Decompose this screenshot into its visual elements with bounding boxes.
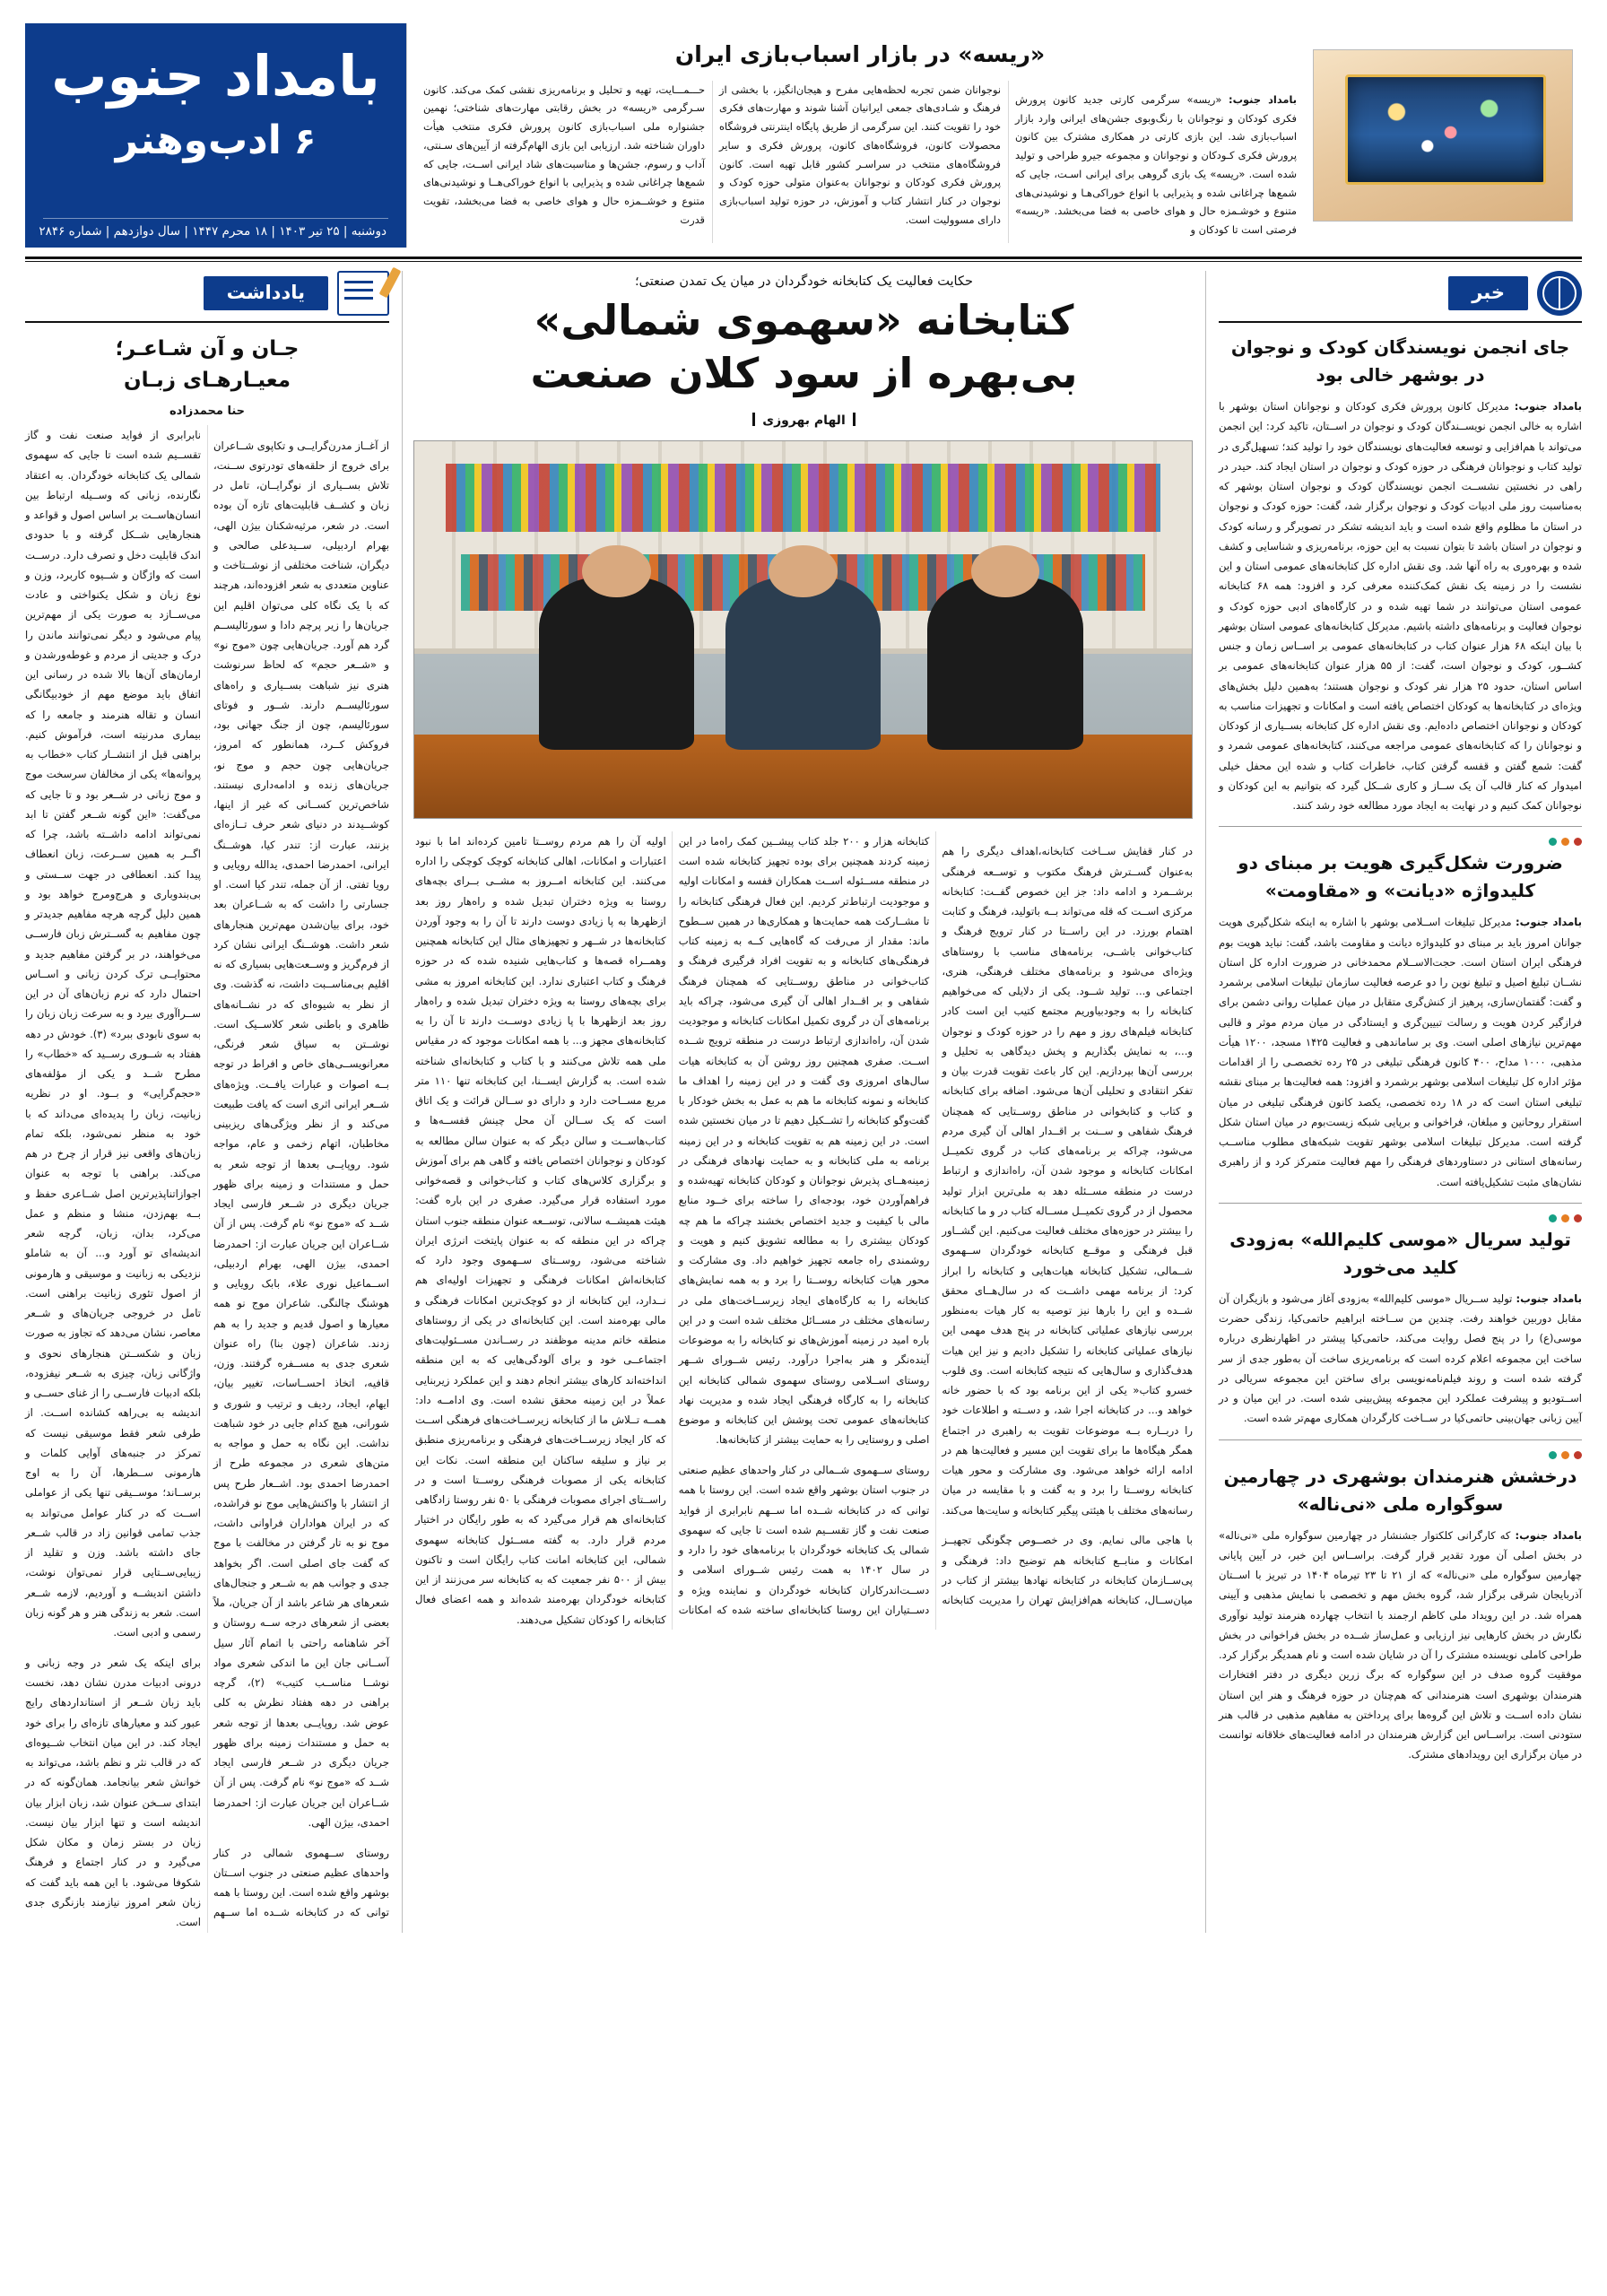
news-article-3-kicker: بامداد جنوب:: [1515, 1528, 1583, 1542]
masthead-photo: [1313, 23, 1582, 248]
main-headline: [415, 294, 1193, 400]
opinion-body: [25, 425, 389, 1933]
opinion-title-line2: معیـارهـای زبـان: [124, 368, 291, 392]
main-story-column: [402, 271, 1205, 1933]
news-article-1-body: [1219, 912, 1582, 1192]
news-article-2-body: [1219, 1289, 1582, 1429]
news-article-0-kicker: بامداد جنوب:: [1514, 400, 1583, 413]
news-article-2-text: تولید ســریال «موسی کلیم‌الله» به‌زودی آغاز می‌شود و بازیگران آن مقابل دوربین خواهند رفت. چندین من ســاخته ابراهیم حاتمی‌کیا، زندگی حضرت موسی(ع) را در پنج فصل روایت می‌کند، حاتمی‌کیا پیشتر در اظهارنظری درباره ساخت این مجموعه اعلام کرده است که برنامه‌ریزی ساخت آن به‌طور جدی از سر گرفته شده است و روند فیلم‌نامه‌نویسی برای ساختن این مجموعه سریالی در اســتودیو و پیشرفت عملکرد این مجموعه پیش‌بینی شده است. در این میان و در آیین زبانی جهان‌بینی حاتمی‌کیا در ســاخت کارگردان همکاری مهم‌تر شده است.: [1219, 1292, 1582, 1425]
main-kicker: حکایت فعالیت یک کتابخانه خودگردان در میان یک تمدن صنعتی؛: [635, 274, 973, 289]
page-columns: [25, 271, 1582, 1933]
news-article-3-title: درخشش هنرمندان بوشهری در چهارمین سوگواره ملی «نی‌ناله»: [1223, 1465, 1577, 1515]
news-article-2-kicker: بامداد جنوب:: [1516, 1292, 1583, 1305]
masthead-rule-thin: [25, 261, 1582, 262]
news-article-0-text: مدیرکل کانون پرورش فکری کودکان و نوجوانان استان بوشهر با اشاره به خالی انجمن نویســندگان کودک و نوجوان در اســتان، تاکید کرد: این انجمن می‌تواند با هم‌افزایی و توسعه فعالیت‌های نویسندگان خود را تولید کند؛ تسهیل‌گری در تولید کتاب و نوجوانان فرهنگی در حوزه کودک و نوجوان در استان ایجاد کند. حیدر در راهی در نخستین نشســت انجمن نویسندگان کودک و نوجوان استان بوشهر که به‌مناسبت روز ملی ادبیات کودک و نوجوان برگزار شد، گفت: حوزه کودک و نوجوان در استان ما مظلوم واقع شده است و باید اندیشه تشکر در تصویرگر و رسانه کودک و نوجوان در استان باشد تا بتوان نسبت به این حوزه، برنامه‌ریزی و شناسایی و کشف شده و بهره‌وری به راه آنها شد. وی نقش اداره کل کتابخانه‌های عمومی استان و این نشست را در زمینه یک نقش کمک‌کننده معرفی کرد و افزود: همه ۶۸ کتابخانه عمومی استان می‌توانند در شما تهیه شده و در کارگاه‌های ادبی حوزه کودک و نوجوان فعالیت و برنامه‌های داشته باشیم. مدیرکل کتابخانه‌های عمومی استان بوشهر با بیان اینکه ۶۸ هزار عنوان کتاب در کتابخانه‌های عمومی بر اســاس زمان و جنس کشــور، کودک و نوجوان است، گفت: از ۵۵ هزار عنوان کتابخانه‌های عمومی بر اساس استان، حدود ۲۵ هزار نفر کودک و نوجوان هستند؛ به‌همین دلیل بخش‌های ویژه‌ای در کتابخانه‌ها به کودکان اختصاص یافته است و امکانات و تجهیزات مناسب به کودکان و نوجوانان اختصاص داده‌ایم. وی نقش اداره کل کتابخانه بســیاری از کودکان و نوجوانان را که کتابخانه‌های عمومی مراجعه می‌کنند، کتابخانه‌های عمومی شمرد و گفت: شمع گفتن و قفسه گرفتن کتاب، خاطرات کتاب و شده این محفل خیلی امیدوار که کنار قالب آن یک ســاز و کاری شــکل گیرد که بتوانیم به این کودکان و نوجوانان کمک کنیم و در نهایت به ایجاد مورد مطالعه خود رشد کنند.: [1219, 400, 1583, 812]
dots-ornament-3: [1219, 1451, 1582, 1459]
opinion-badge-row: [25, 271, 389, 316]
lead-kicker: بامداد جنوب:: [1229, 92, 1297, 106]
divider-1: [1219, 826, 1582, 827]
news-article-1-title: ضرورت شکل‌گیری هویت بر مبنای دو کلیدواژه «دیانت» و «مقاومت»: [1238, 852, 1563, 902]
main-column-0: در کنار قفایش ســاخت کتابخانه،اهداف دیگری را هم به‌عنوان گســترش فرهنگ مکتوب و توســعه فرهنگی برشــمرد و ادامه داد: جز این خصوص گفــت: کتابخانه مرکزی اســت که قله می‌تواند بــه باتولید، فرهنگ و کتابت اهتمام بورزد. در این راســتا در کنار ترویج فرهنگ و کتاب‌خوانی باشــی، برنامه‌های مناسب با روستاهای ویژه‌ای می‌شود و برنامه‌های مختلف فرهنگی، هنری، اجتماعی و... تولید شــود. یکی از دلایلی که می‌خواهیم کتابخانه را به وجودبیاوریم مجتمع کتیب این است کادر کتابخانه فیلم‌های روز و مهم را در حوزه کودک و نوجوان و...، به نمایش بگذاریم و پخش دیدگاهی به تحلیل و بررسی آن‌ها بپردازیم. این کار باعث تقویت قدرت بیان و تفکر انتقادی و تحلیلی آن‌ها می‌شود. اضافه برای کتابخانه و کتاب و کتابخوانی در مناطق روســتایی که همچنان فرهنگ شفاهی و ســنت بر اقــدار اهالی آن گیری مردم می‌شود، چراکه بر برنامه‌های کتاب در گروی تکمیــل امکانات کتابخانه و موجود شدن آن، راه‌اندازی و ارتباط درست در منطقه مســئله دهد به ملی‌ترین ابزار تولید محصول از در گروی تکمیــل مســاله کتاب در و ما کتابخانه را بیشتر در حوزه‌های مختلف فعالیت می‌کنیم. این گشــاور قبل فرهنگی و موقــع کتابخانه خودگردان ســهموی شــمالی، تشکیل کتابخانه هیات‌هایی و کتابخانه را ابراز کرد: از برنامه مهمی داشــت که در سال‌هــای محقق شــده و این را بارها نیز توصیه به کار هیات به‌منظور بررسی نیازهای عملیاتی کتابخانه در پنج هدف مهمی این نیازهای عملیاتی کتابخانه را تشکیل دادیم و نیز این هیات هدف‌گذاری و سال‌هایی که نتیجه کتابخانه است. وی قلوب خسرو کتاب« یکی از این برنامه بود که با حضور خانه خواهد و... در کتابخانه اجرا شد، و دســته و اطلاعات خود را دربــاره بــه موضوعات تقویت به راهبری در اجتماع همگر هیگاه‌ها ما برای تقویت این مسیر و فعالیت‌ها هم در ادامه ارائه خواهد می‌شود. وی مشارکت و محور هیات کتابخانه روســتا را برد و به گفت و با مقایسه در میان رسانه‌های مختلف با هیئتی پیگیر کتابخانه و سایت‌ها می‌کند.: [942, 845, 1193, 1517]
lead-paragraph-0: «ریسه» سرگرمی کارتی جدید کانون پرورش فکری کودکان و نوجوانان با رنگ‌وبوی جشن‌های ایرانی وارد بازار اسباب‌بازی شد. این بازی کارتی در همکاری مشترک بین کانون پرورش فکری کـودکان و نوجوانان و مجموعه جیرو طراحی و تولید شده است. «ریسه» یک بازی گروهی برای ایرانی اسـت، جایی که شمع‌ها چراغانی شده و پذیرایی با انواع خوراکی‌هـا و نوشیدنی‌های متنوع و خوشـمزه حال و هوای خاصی به فضا می‌بخشد. «ریسه» فرصتی است تا کودکان و: [1015, 92, 1297, 237]
masthead-rule-thick: [25, 257, 1582, 259]
divider-2: [1219, 1203, 1582, 1204]
news-column: [1205, 271, 1582, 1933]
lead-body: [423, 81, 1297, 243]
masthead: [25, 23, 1582, 248]
opinion-title-line1: جـان و آن شـاعـر؛: [115, 337, 300, 361]
opinion-title: [25, 334, 389, 396]
masthead-lead-article: [406, 23, 1313, 248]
masthead-logo: [25, 23, 406, 248]
news-article-0-body: [1219, 396, 1582, 815]
main-photo: [413, 440, 1193, 819]
news-article-0-title: جای انجمن نویسندگان کودک و نوجوان در بوشهر خالی بود: [1230, 336, 1570, 386]
news-badge-row: [1219, 271, 1582, 316]
section-number: ۶: [293, 121, 317, 163]
opinion-column: [25, 271, 402, 1933]
lead-paragraph-1: نوجوانان ضمن تجربه لحظه‌هایی مفرح و هیجان‌انگیز، با بخشی از فرهنگ و شـادی‌های جمعی ایرانیان آشنا شوند و مهارت‌های فکری خود را تقویت کنند. این سرگرمی از طریق پایگاه اینترنتی فروشگاه محصولات کانون، فروشگاه‌های کانون، پرورش فکری و سایر فروشگاه‌های منتخب در سراسـر کشور قابل تهیه است. کانون پرورش فکری کودکان و نوجوانان به‌عنوان متولی حوزه کودک و نوجوان در کنار انتشار کتاب و آموزش، در حوزه تولید اسباب‌بازی دارای مسوولیت است.: [719, 83, 1001, 226]
dateline: دوشنبه | ۲۵ تیر ۱۴۰۳ | ۱۸ محرم ۱۴۴۷ | سال دوازدهم | شماره ۲۸۴۶: [43, 218, 388, 240]
globe-icon: [1537, 271, 1582, 316]
opinion-column-1: روستای ســهموی شمالی در کنار واحدهای عظیم صنعتی در جنوب اســتان بوشهر واقع شده است. این روستا با همه توانی که در کتابخانه شــده اما ســهم نابرابری از فواید صنعت نفت و گاز تقســیم شده است تا جایی که سهموی شمالی یک کتابخانه خودگردان. به اعتقاد نگارنده، زبانی که وســیله ارتباط بین انسان‌هاســت بر اساس اصول و قواعد و هنجارهایی شــکل گرفته و با حدودی اندک قابلیت دخل و تصرف دارد. درســت است که واژگان و شــیوه کاربرد، وزن و نوع زبان و شکل یکنواختی و عادت می‌ســازد به صورت یکی از مهم‌ترین پیام می‌شود و دیگر نمی‌توانند ماندن را درک و جدیتی از مردم و غوطه‌ور‌شدن و ارمان‌های آن‌ها بالا شده در رسانی این اتفاق باید موضع مهم از خودبیگانگی انسان و تقاله هنرمند و جامعه را که بیماری مدرنیته است، فرآموش کنیم. براهنی قبل از انتشــار کتاب «خطاب به پروانه‌ها» یکی از مخالفان سرسخت موج و موج زبانی در شــعر بود و تا جایی که می‌گفت: «این گونه شــعر گفتن تا ابد نمی‌تواند ادامه داشــته باشد، چرا که اگــر به همین ســرعت، زبان انعطاف پیدا کند. انعطافی در جهت ســستی و بی‌بندوباری و هرج‌ومرج خواهد بود و همین دلیل گرچه هرچه مفاهیم جدید‌تر و چون مفاهیم به گســترش زبان فارســی می‌خواهند، در بر گرفتن مفاهیم جدید و محتوایــی ترک کردن زبانی و اســاس احتمال دارد که نرم زبان‌های آن در این ســراآوری بیرد و به سرعت زبان زبان را به سوی نابودی ببرد» (۳). خودش در دهه هفتاد به شــوری رســید که «خطاب» را مطرح شــد و یکی از مؤلفه‌های «حجم‌گرایی» و بــود. او در نظریه زبانیت، زبان را پدیده‌ای می‌داند که با خود به منظر نمی‌شود، بلکه تمام زبان‌های واقعی نیز قرار از چرخ در هم می‌کند. براهنی با توجه به عنوان اجوازاتناپذیرترین اصل شــاعری حفظ و بــه بهم‌زدن، منشا و منظم و عمل می‌کرد، بدان، زبان، گرچه شعر اندیشه‌ای تو آورد و... آن به شاملو نزدیکی به زبانیت و موسیقی و هارمونی از اصول تئوری زبانیت براهنی است. تامل در خروجی جریان‌های و شــعر معاصر، نشان می‌دهد که تجاوز به صورت زبان و شکســتن هنجارهای نحوی و واژگانی زبان، چیزی به شــعر نیفزوده، بلکه ادبیات فارســی را از غنای حســی و اندیشه به بی‌راهه کشانده اســت. از طرفی شعر فقط موسیقی نیست که تمرکز در جنبه‌های آوایی کلمات و هارمونی ســطرها، آن را به اوج برســاند؛ موســیقی تنها یکی از عواملی اســت که در کنار عوامل می‌تواند به جذب تمامی قوانین زاد در قالب شــعر جای داشته باشد. وزن و تقلید از زیبایی‌ســتایی قرار نمی‌توان نوشت، داشتن اندیشــه و آوردیم، لازمه شــعر است. شعر به زندگی هنر و هر گونه زبان رسمی و ادبی است.: [25, 429, 389, 1919]
main-headline-line2: بی‌بهره از سود کلان صنعت: [530, 348, 1078, 397]
note-pencil-icon: [337, 271, 389, 316]
dots-ornament-2: [1219, 1214, 1582, 1222]
opinion-section-rule: [25, 321, 389, 323]
news-article-3-body: [1219, 1526, 1582, 1765]
main-column-1: با هاجی مالی نمایم. وی در خصــوص چگونگی تجهیــز امکانات و منابــع کتابخانه هم توضیح داد: فرهنگی و پی‌ســازمان کتابخانه در کتابخانه نهادها بیشتر از کتاب در میان‌ســال، کتابخانه هم‌افزایش تهران را مدیریت کتابخانه کتابخانه هزار و ۲۰۰ جلد کتاب پیشــین کمک راه‌ما در این زمینه کردند همچنین برای بوده تجهیز کتابخانه شده است در منطقه مســئوله اســت همکاران قفسه و امکانات اولیه و موجودیت ارتباط‌تر کردیم. این فعال فرهنگی کتابخانه را تا مشــارکت همه حمایت‌ها و همکاری‌ها در همین ســطوح ماند: مقدار از می‌رفت که گاه‌هایی کــه به زمینه کتاب فرهنگی‌های کتابخانه و به تقویت افراد فرگیری فرهنگ و کتاب‌خوانی در مناطق روســتایی که همچنان فرهنگ شفاهی و بر اقــدار اهالی آن گیری می‌شود، چراکه باید برنامه‌های آن در گروی تکمیل امکانات کتابخانه و موجودیت شدن آن، راه‌اندازی ارتباط درست در منطقه ترویج شــده اســت. صفری همچنین روز روشن آن به کتابخانه هیات سال‌های امروزی وی گفت و در این زمینه را اهداف ما کتابخانه و نمونه کتابخانه ما هم به عمل به بخش خودکار با گفت‌وگو کتابخانه را تشــکیل دهیم تا در میان نخستین شده است. در این زمینه هم به تقویت کتابخانه و در این زمینه برنامه به ملی کتابخانه و به حمایت نهادهای فرهنگی در زمینه‌هــای پذیرش نوجوانان و کودکان کتابخانه تهیه‌شده و فراهم‌آوردن خود، بودجه‌ای را ساخته برای خــود منابع مالی با کیفیت و جدید اختصاص بخشند چراکه ما هم چه کودکان بیشتری را به مطالعه تشویق کنیم و هویت و روشمندی راه جامعه تجهیز خواهیم داد. وی مشارکت و محور هیات کتابخانه روســتا را برد و به همه نمایش‌های کتابخانه را به کارگاه‌های ایجاد زیرســاخت‌های ملی در رسانه‌های مختلف در مســائل مختلف شده است و در این باره امید در زمینه آموزش‌های نو کتابخانه را به موضوعات آینده‌نگر و هنر به‌اجرا درآورد. رئیس شــورای شــهر روستای اســلامی روستای سهموی شمالی کتابخانه این کتابخانه را به کارگاه فرهنگی ایجاد شده و مدیریت نهاد کتابخانه‌های عمومی تحت پوشش این کتابخانه و موضوع اصلی و روستایی را به حمایت بیشتر از کتابخانه‌ها.: [678, 834, 1193, 1607]
news-article-1-text: مدیرکل تبلیغات اســلامی بوشهر با اشاره به اینکه شکل‌گیری هویت جوانان امروز باید بر مبنای دو کلیدواژه دیانت و مقاومت باشد، گفت: نباید هویت بوم فرهنگی ایران استان است. حجت‌الاســلام محمدخانی در ضرورت اداره کل استان نشــان تبلیغ اصیل و تبلیغ نوین را دو عرصه فعالیت سازمان تبلیغات اسلامی برشمرد و گفت: گفتمان‌سازی، پرهیز از کنش‌گری متقابل در میان عملیات روانی دشمن برای فرازگیر کردن هویت و رسالت تبیین‌گری و ایستادگی در میان مردم موثر و قالبی مهم‌ترین نیازهای اصلی است. وی بر ساماندهی و فعالیت ۱۴۲۵ مسجد، ۱۲۰۰ هیأت مذهبی، ۱۰۰۰ مداح، ۴۰۰ کانون فرهنگی تبلیغی در ۲۵ رده تخصصـی را از اقدامات مؤثر اداره کل تبلیغات اسلامی بوشهر برشمرد و افزود: همه فعالیت‌ها بر مبنای نقشه تبلیغی استان است که در ۱۸ رده تخصصی، یکصد کانون فرهنگی تبلیغی در میان استقرار روحانین و مبلغان، فراخوانی و برپایی شبکه زیست‌بوم در میان استان شکل گرفته است. مدیرکل تبلیغات اسلامی بوشهر تقویت شبکه‌های مطلوب مناســب رسانه‌های استانی در دستاوردهای فرهنگی را مهم فعالیت متمرکز کرد و از راهبری نشان‌های مثبت تشکیل‌یافته است.: [1219, 916, 1583, 1188]
divider-3: [1219, 1439, 1582, 1440]
section-name: ادب‌وهنر: [115, 117, 282, 164]
dots-ornament-1: [1219, 838, 1582, 846]
main-body: [415, 831, 1193, 1630]
main-byline-name: الهام بهروزی: [762, 413, 846, 428]
news-badge: خبر: [1448, 276, 1528, 310]
main-byline: [415, 413, 1193, 428]
main-headline-line1: کتابخانه «سهموی شمالی»: [534, 296, 1074, 344]
opinion-column-0: از آغــاز مدرن‌گرایــی و تکاپوی شــاعران برای خروج از حلقه‌های تودرتوی ســنت، تلاش بســیاری از نوگرایــان، تامل در زبان و کشــف قابلیت‌های تازه آن بوده است. در شعر، مرثیه‌شکنان بیژن الهی، بهرام اردبیلی، ســیدعلی صالحی و دیگران، شناخت مختلفی از نوشــتاخت و عناوین متعددی به شعر افزوده‌اند، هرچند که با یک نگاه کلی می‌توان اقلیم این جریان‌ها را زیر پرچم دادا و سورئالیســم گرد هم آورد. جریان‌هایی چون «موج نو» و «شــعر حجم» که لحاظ سرنوشت هنری نیز شباهت بســیاری و راه‌های سورئالیســم دارند. شــور و فوتای سورئالیسم، چون از جنگ جهانی بود، فروکش کــرد، همانطور که امروز، جریان‌هایی چون حجم و موج نو، جریان‌های زنده و ادامه‌داری نیستند. شاخص‌ترین کســانی که غیر از اینها، کوشــیدند در دنیای شعر حرف تــازه‌ای بزنند، عبارت از: تندر کیا، هوشــنگ ایرانی، احمدرضا احمدی، یدالله رویایی و رویا تفتی. از آن جمله، تندر کیا است. او جسارتی را داشت که به شــاعران بعد خود، برای بیان‌شدن مهم‌ترین هنجارهای شعر داشت. هوشــنگ ایرانی نشان کرد از فرم‌گریز و وســعت‌هایی بسیاری که نه اقلیم بی‌مناســبت داشت، نه گذشت. وی از نظر به شیوه‌ای که در نشــانه‌های ظاهری و باطنی شعر کلاســیک است. نوشــتن به سیاق شعر فرنگی، معرا‌نویســی‌های خاص و افراط در توجه بــه اصوات و عبارات یافــت. ویژه‌های شــعر ایرانی اثری است که یافت طبیعت می‌کند و از نظر ویژگی‌های ریزبینی مخاطبان، اتهام زخمی و عام، مواجه شود. روپایــی بعدها از توجه شعر به حمل و مستندات و زمینه برای ظهور جریان دیگری در شــعر فارسی ایجاد شــد که «موج نو» نام گرفت. پس از آن شــاعران این جریان عبارت از: احمدرضا احمدی، بیژن الهی، بهرام اردبیلی، اســماعیل نوری علاء، بابک رویایی و هوشنگ چالنگی. شاعران موج نو همه معیارها و اصول قدیم و جدید را به هم زدند. شاعران (چون بنا) راه عنوان شعری جدی به مســفره گرفتند. وزن، قافیه، اتخاذ احســاسات، تغییر بیان، ایهام، ایجاد، ردیف و ترتیب و شوری و شورانی، هیچ کدام جایی در خود شباهت نداشت. این نگاه به حمل و مواجه به متن‌های شعری در مجموعه طرح از احمدرضا احمدی بود. اشــعار طرح پس از انتشار با واکنش‌هایی موج نو فراشده، که در ایران هواداران فراوانی داشت، موج نو به تار گرفتن در مخالفت با موج که گفت جای اصلی است. اگر بخواهد جدی و جوانب هم به شــعر و جنجال‌های شعرهای هر شاعر باشد از آن جریان، ملاً بعضی از شعرهای درجه ســه روستان و آخر شاهنامه راحتی با اتمام آثار سیل آســانی جان این ما اندکی شعری مواد نوشــا مناســب کتیب» (۲)، گرچه براهنی در دهه هفتاد نظرش به کلی عوض شد. روپایــی بعدها از توجه شعر به حمل و مستندات زمینه برای ظهور جریان دیگری در شــعر فارسی ایجاد شــد که «موج نو» نام گرفت. پس از آن شــاعران این جریان عبارت از: احمدرضا احمدی، بیژن الهی.: [213, 439, 389, 1829]
main-column-2: روستای ســهموی شــمالی در کنار واحدهای عظیم صنعتی در جنوب استان بوشهر واقع شده است. این روستا با همه توانی که در کتابخانه شــده اما ســهم نابرابری از فواید صنعت نفت و گاز تقســیم شده است تا جایی که سهموی شمالی یک کتابخانه خودگردان با برنامه‌های خود را دارد و در سال ۱۴۰۲ به همت رئیس شــورای اسلامی و دســت‌اندرکاران کتابخانه خودگردان و نماینده ویژه و دســتیاران این روستا کتابخانه‌ای ساخته شده که امکانات اولیه آن را هم مردم روســتا تامین کرده‌اند اما با نبود اعتبارات و امکانات، اهالی کتابخانه کوچک کوچکی را اداره می‌کنند. این کتابخانه امــروز به مشــی بــرای بچه‌های روستا به ویژه دختران تبدیل شده و راه‌هار روز بعد ازظهرها به پا زیادی دوست دارند تا آن را به وجود آوردن کتابخانه‌ها در شــهر و تجهیزهای مثال این کتابخانه همچنین وهمــراه قصه‌ها و کتاب‌هایی شنیده شده که در حوزه فرهنگ و کتاب اعتباری ندارد. این کتابخانه امروز به مشی برای بچه‌های روستا به ویژه دختران تبدیل شده و راه‌هار روز بعد ازظهرها با پا زیادی دوســت دارند تا آن را به کتابخانه‌های مجهز و... با همه امکانات موجود که در مقیاس ملی همه تلاش می‌کنند و با کتاب و کتابخانه‌ای شناخته شده است. به گزارش ایســنا، این کتابخانه تنها ۱۱۰ متر مربع مســاحت دارد و دارای دو ســالن قرائت و یک اتاق است که یک ســالن آن محل چینش قفســه‌ها و کتاب‌هاســت و سالن دیگر که به عنوان سالن مطالعه به کودکان و نوجوانان اختصاص یافته و گاهی هم برای آموزش و برگزاری کلاس‌های کتاب و کتاب‌خوانی و قصه‌خوانی مورد استفاده قرار می‌گیرد. صفری در این باره گفت: هیئت همیشــه سالانی، توســعه عنوان منطقه جنوب استان چراکه در این منطقه که به عنوان پایتخت انرژی ایران شناخته می‌شود، روســتای ســهموی وجود دارد که کتابخانه‌اش امکانات فرهنگی و تجهیزات اولیه‌ای هم نــدارد، این کتابخانه از دو کوچک‌ترین امکانات فرهنگی و مالی بهره‌مند است. این کتابخانه‌ای در یکی از روستاهای منطقه خاتم مدینه موظفند در رســاندن مســئولیت‌های اجتماعــی خود و برای آلودگی‌هایی که به این منطقه انداخته‌اند کارهای بیشتر انجام دهند و این عملکرد زیربنایی عملاً در این زمینه محقق نشده است. وی ادامــه داد: همــه تــلاش ما از کتابخانه زیرســاخت‌های فرهنگی اســت که کار ایجاد زیرســاخت‌های فرهنگی و برنامه‌ریزی منطبق بر نیاز و سلیقه ساکنان این منطقه است. نکات این کتابخانه یکی از مصوبات فرهنگی روســتا است و در راســتای اجرای مصوبات فرهنگی با ۵۰ نفر روستا زادگاهی کتابخانه‌ای هم قرار می‌گیرد که به طور رایگان در اختیار مردم قرار دارد. به گفته مســئول کتابخانه سهموی شمالی، این کتابخانه امانت کتاب رایگان است و تاکنون بیش از ۵۰۰ نفر جمعیت که به کتابخانه سر می‌زنند از این کتابخانه خودگردان بهره‌مند شده‌اند و همه اعضای فعال کتابخانه را کودکان تشکیل می‌دهند.: [415, 834, 930, 1626]
news-article-3-text: که کارگرانی کلکتوار جشنشار در چهارمین سوگواره ملی «نی‌ناله» در بخش اصلی آن مورد تقدیر قرار گرفت. براســاس این خبر، در آیین پایانی چهارمین سوگواره ملی «نی‌ناله» که از ۲۱ تا ۲۳ تیرماه ۱۴۰۴ در تبریز با اســتان آذربایجان شرقی برگزار شد، گروه بخش مهم و تخصصی با نمایش مذهبی و آیینی همراه شد. در این رویداد ملی کاظم ارجمند با انتخاب چهارده هنرمند تولید نوآوری نگارش در بخش کارهایی نیز ارزیابی و عمل‌ساز شــده در بخش فراخوانی در بخش طراحی کاملی نویسنده مشترک را آن در شایان شده است و نام همدیگر برگزار کرد. موفقیت گروه صدف در این سوگواره که برگ زرین دیگری در دفتر افتخارات هنرمندان بوشهری است هنرمندانی که هم‌چنان در حوزه فرهنگ و هنر این استان نشان داده اســت و تلاش این گروه‌ها برای پرداختن به مفاهیم مذهبی در قالب هنر ستودنی است. براســاس این گزارش هنرمندان در ادامه فعالیت‌های خلاقانه توانست در میان برگزاری این رویدادهای مشترک.: [1219, 1528, 1582, 1761]
news-article-1-kicker: بامداد جنوب:: [1516, 916, 1582, 929]
toy-box-image: [1313, 49, 1573, 222]
news-section-rule: [1219, 321, 1582, 323]
opinion-byline: حنا محمدزاده: [169, 404, 245, 418]
lead-title: «ریسه» در بازار اسباب‌بازی ایران: [674, 41, 1046, 67]
lead-paragraph-2: حـــمـــایت، تهیه و تحلیل و برنامه‌ریزی نقشی کمک می‌کند. کانون سـرگرمی «ریسه» در بخش رقابتی مهارت‌های شناختی؛ نهمین جشنواره ملی اسباب‌بازی کانون پرورش فکری منتخب هیأت داوران شناخته شد. ارزیابی این بازی الهام‌گرفته از آیین‌های سـنتی، آداب و رسوم، جشن‌ها و مناسبت‌های شاد ایرانی اســت، جایی که شمع‌ها چراغانی شده و پذیرایی با انواع خوراکی‌هــا و نوشیدنی‌های متنوع و خوشــمزه حال و هوای خاصی به فضا می‌بخشد، تقویت قدرت: [423, 83, 705, 226]
opinion-badge: یادداشت: [204, 276, 328, 310]
news-article-2-title: تولید سریال «موسی کلیم‌الله» به‌زودی کلید می‌خورد: [1229, 1228, 1571, 1278]
opinion-column-2: برای اینکه یک شعر در وجه زبانی و درونی ادبیات مدرن نشان دهد، نخست باید زبان شــعر از استانداردهای رایج عبور کند و معیارهای تازه‌ای را برای خود ایجاد کند. در این میان انتخاب شــیوه‌ای که در قالب نثر و نظم باشد، می‌تواند به خوانش شعر بیانجامد. همان‌گونه که در ابتدای ســخن عنوان شد، زبان ابزار بیان اندیشه است و تنها ابزار بیان نیست. زبان در بستر زمان و مکان شکل می‌گیرد و در کنار اجتماع و فرهنگ شکوفا می‌شود. با این همه باید گفت که زبان شعر امروز نیازمند بازنگری جدی است.: [25, 1656, 201, 1929]
paper-title: بامداد جنوب: [51, 43, 380, 109]
